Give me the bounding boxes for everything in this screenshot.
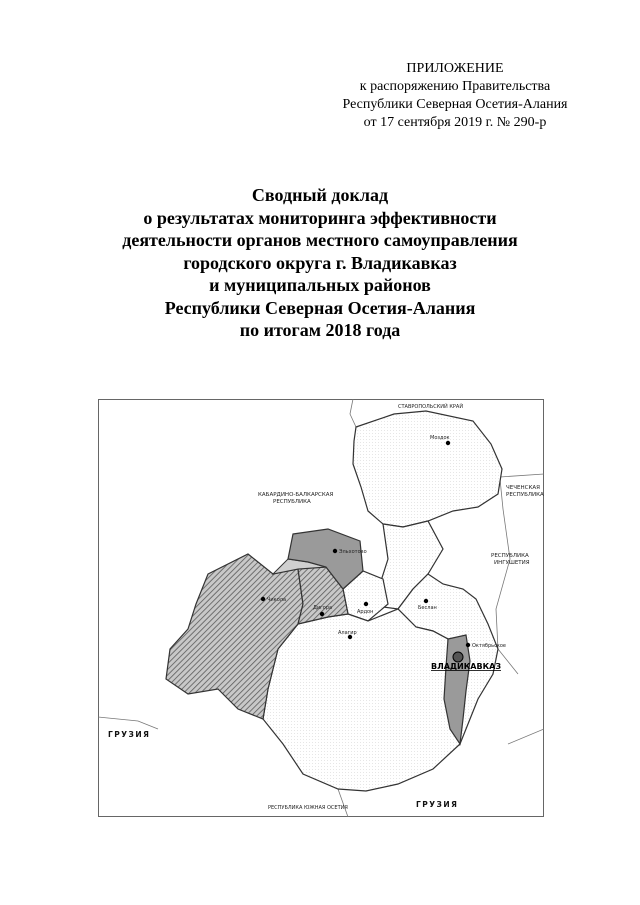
town-marker-elkhotovo bbox=[333, 549, 337, 553]
town-digora: Дигора bbox=[313, 605, 333, 611]
town-elkhotovo: Эльхотово bbox=[339, 549, 367, 555]
title-line-3: деятельности органов местного самоуправления bbox=[122, 230, 518, 250]
town-mozdok: Моздок bbox=[430, 435, 450, 441]
appendix-line-3: от 17 сентября 2019 г. № 290-р bbox=[363, 115, 547, 130]
label-ingushetia-1: РЕСПУБЛИКА bbox=[491, 553, 529, 559]
title-line-6: Республики Северная Осетия-Алания bbox=[164, 297, 476, 318]
label-stavropol: СТАВРОПОЛЬСКИЙ КРАЙ bbox=[398, 404, 464, 410]
title-line-7: по итогам 2018 года bbox=[239, 320, 401, 340]
appendix-heading: ПРИЛОЖЕНИЕ bbox=[406, 61, 504, 76]
label-georgia-south: ГРУЗИЯ bbox=[416, 800, 459, 809]
capital-label: ВЛАДИКАВКАЗ bbox=[431, 662, 501, 671]
town-alagir: Алагир bbox=[338, 630, 357, 636]
title-line-2: о результатах мониторинга эффективности bbox=[143, 207, 497, 228]
map-svg bbox=[98, 399, 544, 817]
town-beslan: Беслан bbox=[418, 605, 437, 611]
label-chechnya-2: РЕСПУБЛИКА bbox=[506, 492, 544, 498]
capital-marker bbox=[453, 652, 463, 662]
town-oktyabrskoe: Октябрьское bbox=[472, 643, 506, 649]
label-south-ossetia: РЕСПУБЛИКА ЮЖНАЯ ОСЕТИЯ bbox=[268, 805, 348, 811]
label-chechnya-1: ЧЕЧЕНСКАЯ bbox=[506, 485, 540, 491]
appendix-line-2: Республики Северная Осетия-Алания bbox=[342, 97, 568, 112]
town-marker-chikola bbox=[261, 597, 265, 601]
appendix-line-1: к распоряжению Правительства bbox=[359, 79, 551, 94]
title-line-4: городского округа г. Владикавказ bbox=[183, 252, 457, 273]
label-kbr-2: РЕСПУБЛИКА bbox=[273, 499, 311, 505]
document-title bbox=[60, 184, 580, 342]
label-kbr-1: КАБАРДИНО-БАЛКАРСКАЯ bbox=[258, 492, 334, 498]
region-map bbox=[98, 399, 544, 817]
appendix-block bbox=[330, 60, 580, 132]
title-line-1: Сводный доклад bbox=[251, 185, 389, 205]
town-marker-beslan bbox=[424, 599, 428, 603]
town-marker-ardon bbox=[364, 602, 368, 606]
label-georgia-west: ГРУЗИЯ bbox=[108, 730, 151, 739]
town-marker-oktyabrskoe bbox=[466, 643, 470, 647]
town-ardon: Ардон bbox=[357, 609, 374, 615]
town-marker-mozdok bbox=[446, 441, 450, 445]
town-chikola: Чикола bbox=[267, 597, 287, 603]
title-line-5: и муниципальных районов bbox=[209, 275, 431, 295]
town-marker-digora bbox=[320, 612, 324, 616]
label-ingushetia-2: ИНГУШЕТИЯ bbox=[494, 560, 530, 566]
